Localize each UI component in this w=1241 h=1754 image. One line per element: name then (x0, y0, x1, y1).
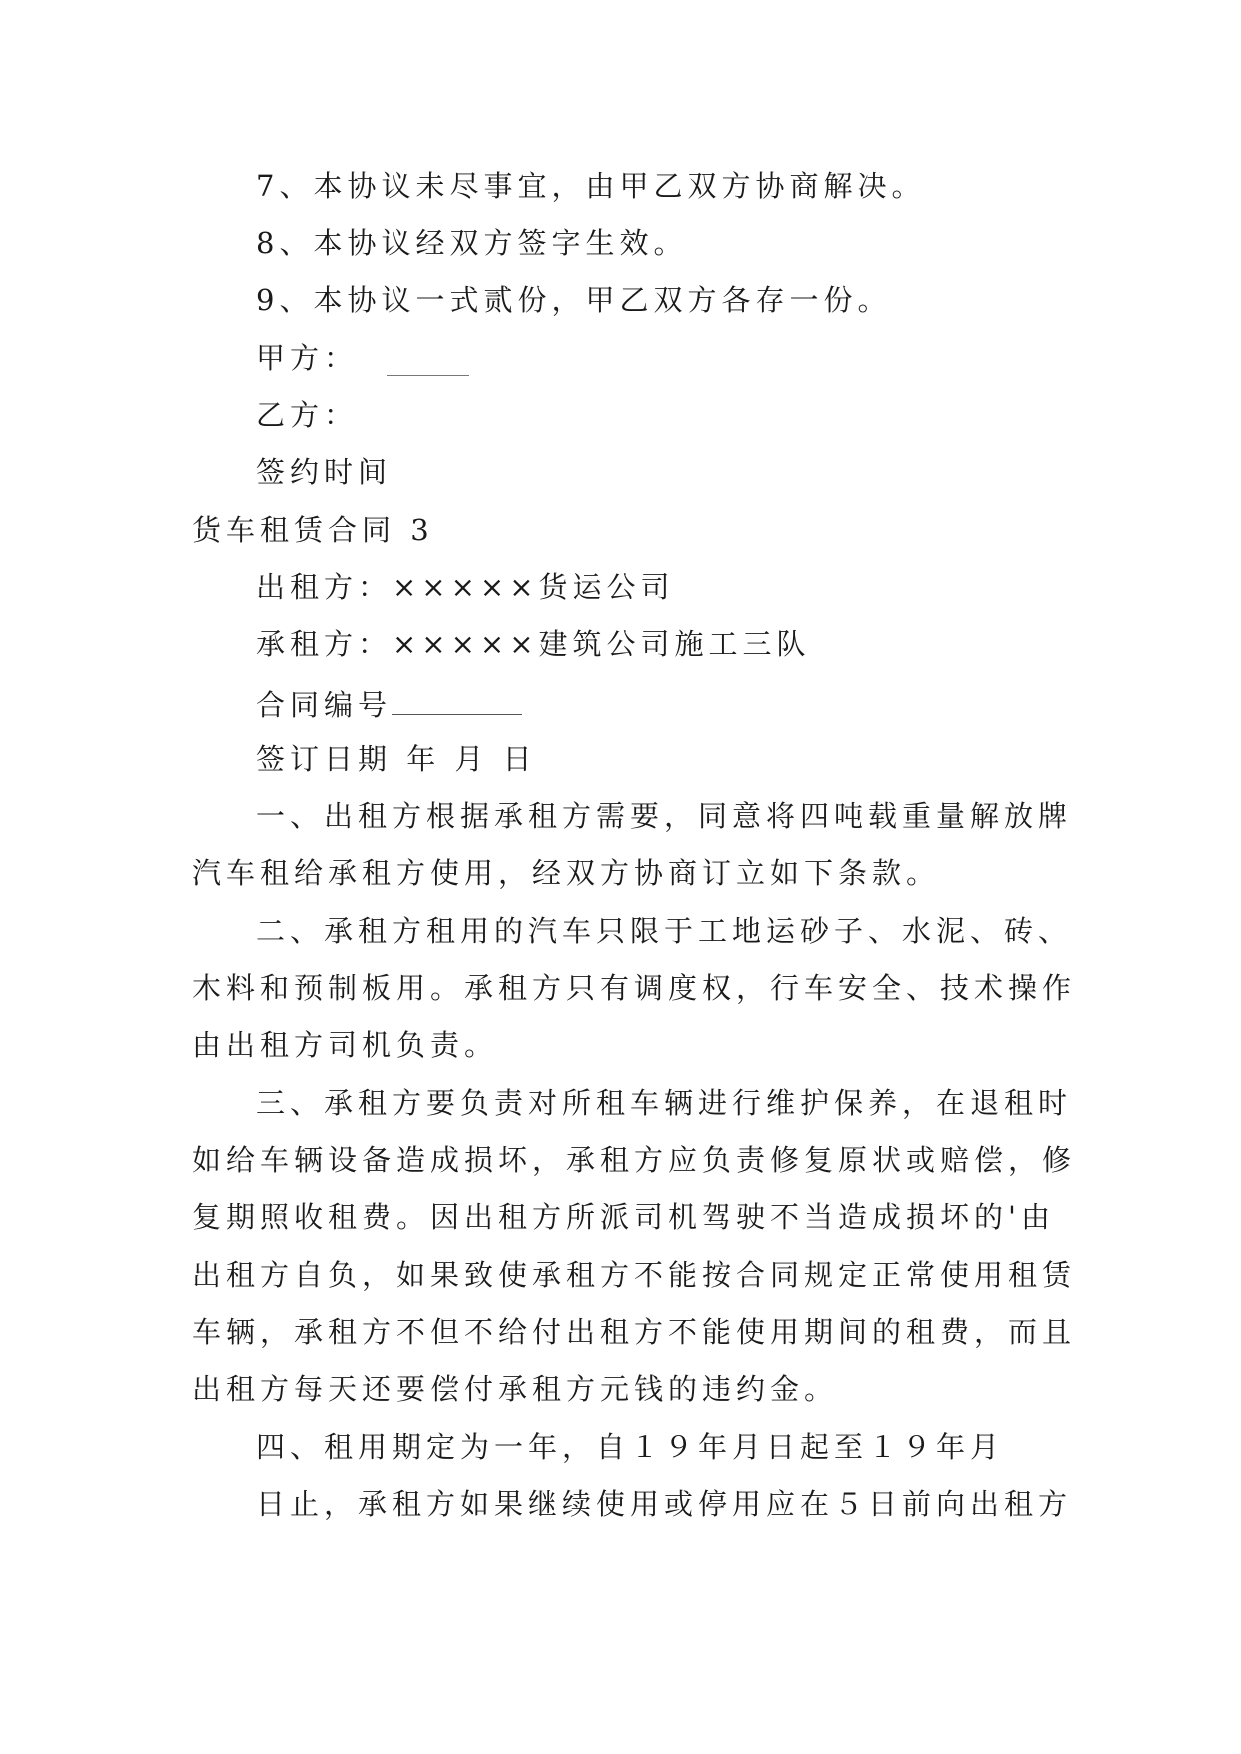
clause-3-line-3: 复期照收租费。因出租方所派司机驾驶不当造成损坏的'由 (192, 1200, 1055, 1234)
clause-4-line-2: 日止，承租方如果继续使用或停用应在５日前向出租方 (256, 1487, 1073, 1521)
lessor-line: 出租方：×××××货运公司 (256, 570, 675, 604)
contract-number-label: 合同编号 (256, 688, 393, 722)
sign-date-line: 签订日期 年 月 日 (256, 742, 537, 776)
contract-number-line (256, 682, 522, 725)
clause-3-line-5: 车辆，承租方不但不给付出租方不能使用期间的租费，而且 (192, 1315, 1077, 1349)
clause-2-line-1: 二、承租方租用的汽车只限于工地运砂子、水泥、砖、 (256, 914, 1073, 948)
contract-number-blank (392, 682, 522, 715)
clause-3-line-2: 如给车辆设备造成损坏，承租方应负责修复原状或赔偿，修 (192, 1143, 1077, 1177)
clause-2-line-2: 木料和预制板用。承租方只有调度权，行车安全、技术操作 (192, 971, 1077, 1005)
party-b-label: 乙方： (256, 398, 359, 432)
clause-3-line-1: 三、承租方要负责对所租车辆进行维护保养，在退租时 (256, 1086, 1073, 1120)
party-a-signature-blank (387, 375, 469, 376)
clause-7: 7、本协议未尽事宜，由甲乙双方协商解决。 (256, 169, 926, 203)
contract-heading: 货车租赁合同 3 (192, 513, 434, 547)
clause-3-line-4: 出租方自负，如果致使承租方不能按合同规定正常使用租赁 (192, 1258, 1077, 1292)
clause-4-line-1: 四、租用期定为一年，自１９年月日起至１９年月 (256, 1430, 1005, 1464)
lessee-line: 承租方：×××××建筑公司施工三队 (256, 627, 811, 661)
clause-1-line-2: 汽车租给承租方使用，经双方协商订立如下条款。 (192, 856, 941, 890)
party-a-label: 甲方： (256, 341, 359, 375)
clause-1-line-1: 一、出租方根据承租方需要，同意将四吨载重量解放牌 (256, 799, 1073, 833)
clause-2-line-3: 由出租方司机负责。 (192, 1028, 499, 1062)
clause-9: 9、本协议一式贰份，甲乙双方各存一份。 (256, 283, 892, 317)
sign-time-label: 签约时间 (256, 455, 393, 489)
clause-8: 8、本协议经双方签字生效。 (256, 226, 688, 260)
clause-3-line-6: 出租方每天还要偿付承租方元钱的违约金。 (192, 1372, 839, 1406)
